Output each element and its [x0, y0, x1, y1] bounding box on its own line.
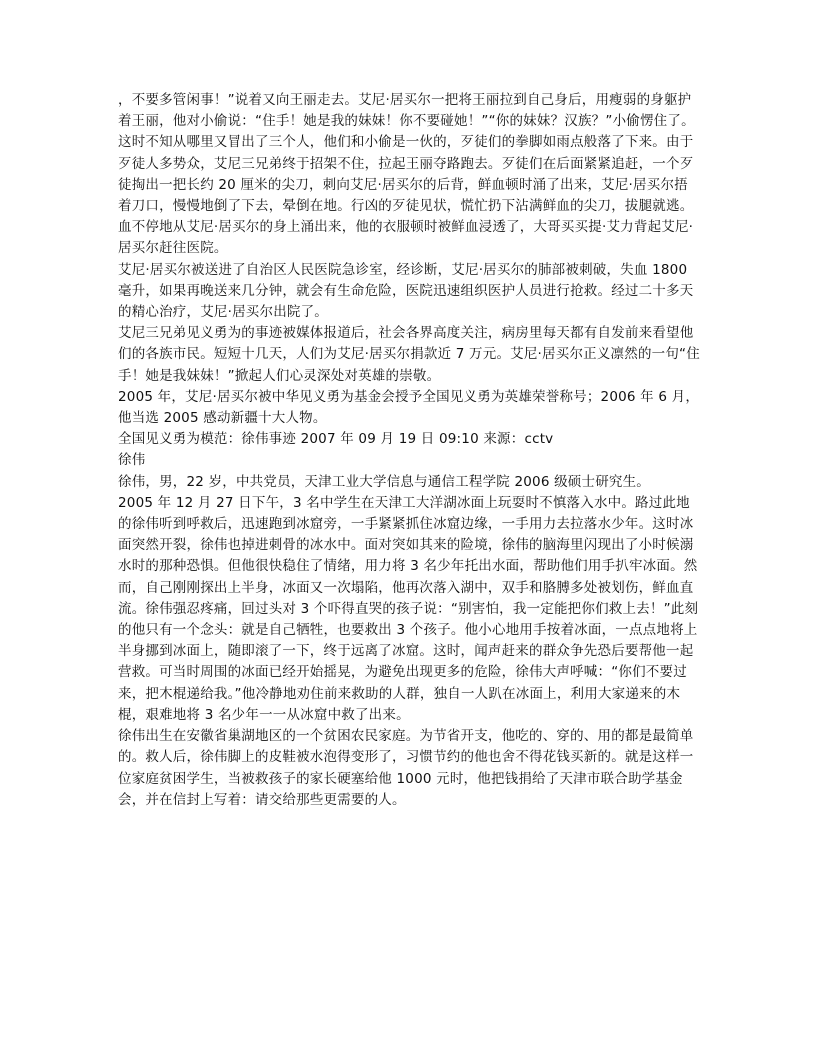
paragraph-5: 2005 年，艾尼·居买尔被中华见义勇为基金会授予全国见义勇为英雄荣誉称号；2006 年 6 月，他当选 2005 感动新疆十大人物。	[118, 388, 700, 427]
paragraph-3: 艾尼·居买尔被送进了自治区人民医院急诊室，经诊断，艾尼·居买尔的肺部被刺破，失血 1800 毫升，如果再晚送来几分钟，就会有生命危险，医院迅速组织医护人员进行抢救。经过二十多天的精心治疗，艾尼·居买尔出院了。	[118, 261, 694, 321]
paragraph-rescue: 2005 年 12 月 27 日下午，3 名中学生在天津工大洋湖冰面上玩耍时不慎落入水中。路过此地的徐伟听到呼救后，迅速跑到冰窟旁，一手紧紧抓住冰窟边缘，一手用力去拉落水少年。这时冰面突然开裂，徐伟也掉进刺骨的冰水中。面对突如其来的险境，徐伟的脑海里闪现出了小时候溺水时的那种恐惧。但他很快稳住了情绪，用力将 3 名少年托出水面，帮助他们用手扒牢冰面。然而，自己刚刚探出上半身，冰面又一次塌陷，他再次落入湖中，双手和胳膊多处被划伤，鲜血直流。徐伟强忍疼痛，回过头对 3 个吓得直哭的孩子说：“别害怕，我一定能把你们救上去！”此刻的他只有一个念头：就是自己牺牲，也要救出 3 个孩子。他小心地用手按着冰面，一点点地将上半身挪到冰面上，随即滚了一下，终于远离了冰窟。这时，闻声赶来的群众争先恐后要帮他一起营救。可当时周围的冰面已经开始摇晃，为避免出现更多的危险，徐伟大声呼喊：“你们不要过来，把木棍递给我。”他冷静地劝住前来救助的人群，独自一人趴在冰面上，利用大家递来的木棍，艰难地将 3 名少年一一从冰窟中救了出来。	[118, 494, 699, 723]
document-page	[118, 90, 700, 811]
person-name-line: 徐伟	[118, 452, 146, 469]
paragraph-2: 这时不知从哪里又冒出了三个人，他们和小偷是一伙的，歹徒们的拳脚如雨点般落了下来。由于歹徒人多势众，艾尼三兄弟终于招架不住，拉起王丽夺路跑去。歹徒们在后面紧紧追赶，一个歹徒掏出一把长约 20 厘米的尖刀，刺向艾尼·居买尔的后背，鲜血顿时涌了出来，艾尼·居买尔捂着刀口，慢慢地倒了下去，晕倒在地。行凶的歹徒见状，慌忙扔下沾满鲜血的尖刀，拔腿就逃。血不停地从艾尼·居买尔的身上涌出来，他的衣服顿时被鲜血浸透了，大哥买买提·艾力背起艾尼·居买尔赶往医院。	[118, 134, 694, 257]
paragraph-background: 徐伟出生在安徽省巢湖地区的一个贫困农民家庭。为节省开支，他吃的、穿的、用的都是最简单的。救人后，徐伟脚上的皮鞋被水泡得变形了，习惯节约的他也舍不得花钱买新的。就是这样一位家庭贫困学生，当被救孩子的家长硬塞给他 1000 元时，他把钱捐给了天津市联合助学基金会，并在信封上写着：请交给那些更需要的人。	[118, 728, 694, 808]
paragraph-4: 艾尼三兄弟见义勇为的事迹被媒体报道后，社会各界高度关注，病房里每天都有自发前来看望他们的各族市民。短短十几天，人们为艾尼·居买尔捐款近 7 万元。艾尼·居买尔正义凛然的一句“住手！她是我妹妹！”掀起人们心灵深处对英雄的崇敬。	[118, 325, 700, 384]
section-heading-line: 全国见义勇为模范：徐伟事迹 2007 年 09 月 19 日 09:10 来源：cctv	[118, 431, 554, 448]
paragraph-1: ，不要多管闲事！”说着又向王丽走去。艾尼·居买尔一把将王丽拉到自己身后，用瘦弱的身躯护着王丽，他对小偷说：“住手！她是我的妹妹！你不要碰她！”“你的妹妹？汉族？”小偷愣住了。	[118, 92, 695, 130]
paragraph-profile: 徐伟，男，22 岁，中共党员，天津工业大学信息与通信工程学院 2006 级硕士研究生。	[118, 473, 651, 490]
